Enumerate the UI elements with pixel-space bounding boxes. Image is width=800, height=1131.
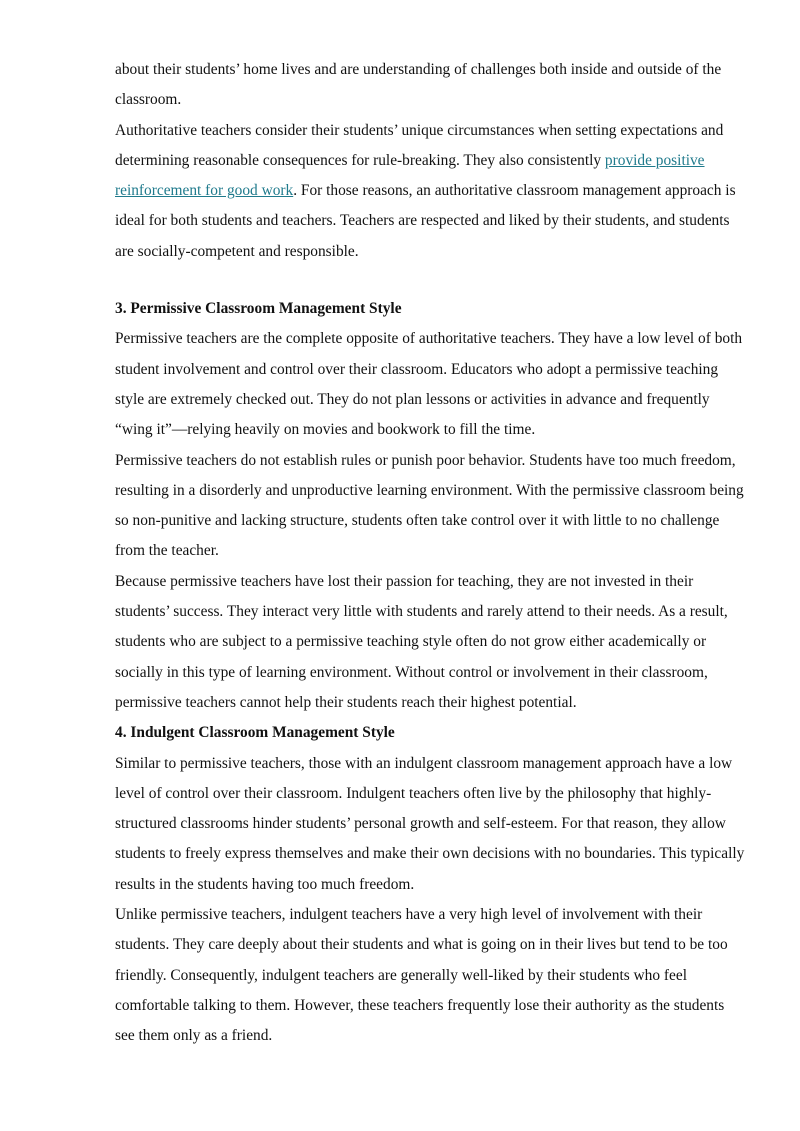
section-heading-indulgent: 4. Indulgent Classroom Management Style (115, 724, 395, 742)
authoritative-paragraph (115, 116, 747, 267)
permissive-paragraph-2: Permissive teachers do not establish rules or punish poor behavior. Students have too much freedom, resulting in a disorderly and unproductive learning environment. With the permissive classroom being so non-punitive and lacking structure, students often take control over it with little to no challenge from the teacher. (115, 451, 744, 560)
section-heading-permissive: 3. Permissive Classroom Management Style (115, 300, 402, 318)
permissive-paragraph-3: Because permissive teachers have lost their passion for teaching, they are not invested in their students’ success. They interact very little with students and rarely attend to their needs. As a result, students who are subject to a permissive teaching style often do not grow either academically or socially in this type of learning environment. Without control or involvement in their classroom, permissive teachers cannot help their students reach their highest potential. (115, 572, 728, 711)
intro-continuation-paragraph: about their students’ home lives and are understanding of challenges both inside and outside of the classroom. (115, 61, 722, 109)
document-body (115, 55, 747, 1052)
indulgent-paragraph-2: Unlike permissive teachers, indulgent teachers have a very high level of involvement with their students. They care deeply about their students and what is going on in their lives but tend to be too friendly. Consequently, indulgent teachers are generally well-liked by their students who feel comfortable talking to them. However, these teachers frequently lose their authority as the students see them only as a friend. (115, 906, 728, 1045)
permissive-paragraph-1: Permissive teachers are the complete opposite of authoritative teachers. They have a low level of both student involvement and control over their classroom. Educators who adopt a permissive teaching style are extremely checked out. They do not plan lessons or activities in advance and frequently “wing it”—relying heavily on movies and bookwork to fill the time. (115, 330, 743, 439)
authoritative-text-after-link: . For those reasons, an authoritative classroom management approach is ideal for both students and teachers. Teachers are respected and liked by their students, and students are socially-competent and responsible. (115, 182, 736, 260)
authoritative-text-before-link: Authoritative teachers consider their students’ unique circumstances when setting expectations and determining reasonable consequences for rule-breaking. They also consistently (115, 121, 724, 169)
indulgent-paragraph-1: Similar to permissive teachers, those with an indulgent classroom management approach have a low level of control over their classroom. Indulgent teachers often live by the philosophy that highly-structured classrooms hinder students’ personal growth and self-esteem. For that reason, they allow students to freely express themselves and make their own decisions with no boundaries. This typically results in the students having too much freedom. (115, 754, 745, 893)
positive-reinforcement-link[interactable]: provide positive reinforcement for good work (115, 151, 705, 200)
